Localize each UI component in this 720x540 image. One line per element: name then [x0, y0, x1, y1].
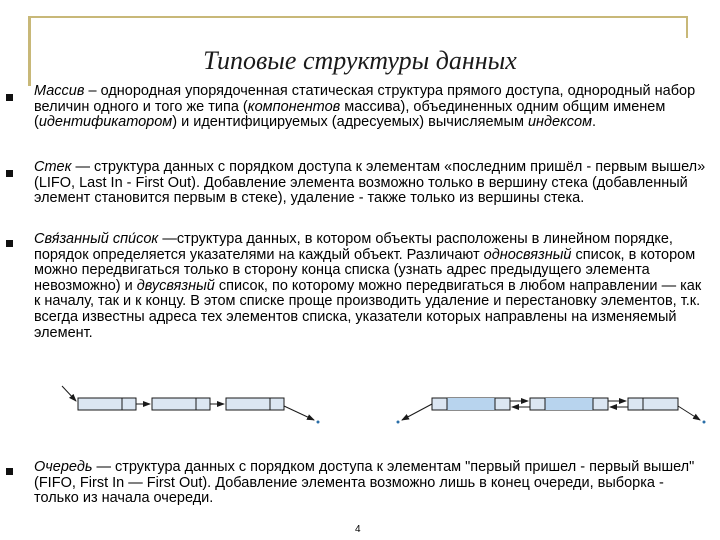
null-pointer-dot	[317, 421, 320, 424]
bullet-icon	[6, 94, 13, 101]
singly-linked-list-diagram	[62, 386, 320, 424]
next-null-arrow	[678, 406, 700, 420]
head-pointer-arrow	[62, 386, 76, 401]
list-node	[78, 398, 136, 410]
node-data-cell	[545, 398, 593, 410]
paragraph-stack: Стек — структура данных с порядком доступа к элементам «последним пришёл - первым вышел» (LIFO, Last In - First Out). Добавление элемента возможно только в вершину стека (добавленный элемент становится первым в стеке), удаление - также только из вершины стека.	[34, 159, 706, 207]
bullet-icon	[6, 468, 13, 475]
term-array: Массив	[34, 83, 85, 99]
node-data-cell	[447, 398, 495, 410]
list-node	[628, 398, 678, 410]
term-queue: Очередь	[34, 459, 93, 475]
slide-title: Типовые структуры данных	[203, 46, 517, 75]
tail-pointer-arrow	[284, 406, 314, 420]
paragraph-linked-list: Свя́занный спи́сок —структура данных, в котором объекты расположены в линейном порядке, порядок определяется указателями на каждый объект. Различают односвязный список, в котором можно передвигаться только в сторону конца списка (узнать адрес предыдущего элемента невозможно) и двусвязный список, по которому можно передвигаться в любом направлении — как к началу, так и к концу. В этом списке проще производить удаление и перестановку элементов, т.к. всегда известны адреса тех элементов списка, указатели которых направлены на изменяемый элемент.	[34, 231, 702, 341]
paragraph-queue: Очередь — структура данных с порядком доступа к элементам "первый пришел - первый вышел" (FIFO, First In — First Out). Добавление элемента возможно лишь в конец очереди, выборка - только из начала очереди.	[34, 459, 695, 507]
null-pointer-dot	[397, 421, 400, 424]
linked-list-diagram	[0, 374, 720, 434]
list-node	[226, 398, 284, 410]
term-linked-list: Свя́занный спи́сок	[34, 231, 159, 247]
term-stack: Стек	[34, 159, 72, 175]
title-frame-top	[28, 16, 688, 18]
doubly-linked-list-diagram	[397, 398, 706, 424]
paragraph-array: Массив – однородная упорядоченная статическая структура прямого доступа, однородный набор величин одного и того же типа (компонентов массива), объединенных одним общим именем (идентификатором) и идентифицируемых (адресуемых) вычисляемым индексом.	[34, 83, 696, 131]
title-frame-right	[686, 16, 688, 38]
bullet-icon	[6, 240, 13, 247]
bullet-icon	[6, 170, 13, 177]
null-pointer-dot	[703, 421, 706, 424]
prev-null-arrow	[402, 404, 432, 420]
page-number: 4	[355, 524, 361, 535]
list-node	[152, 398, 210, 410]
